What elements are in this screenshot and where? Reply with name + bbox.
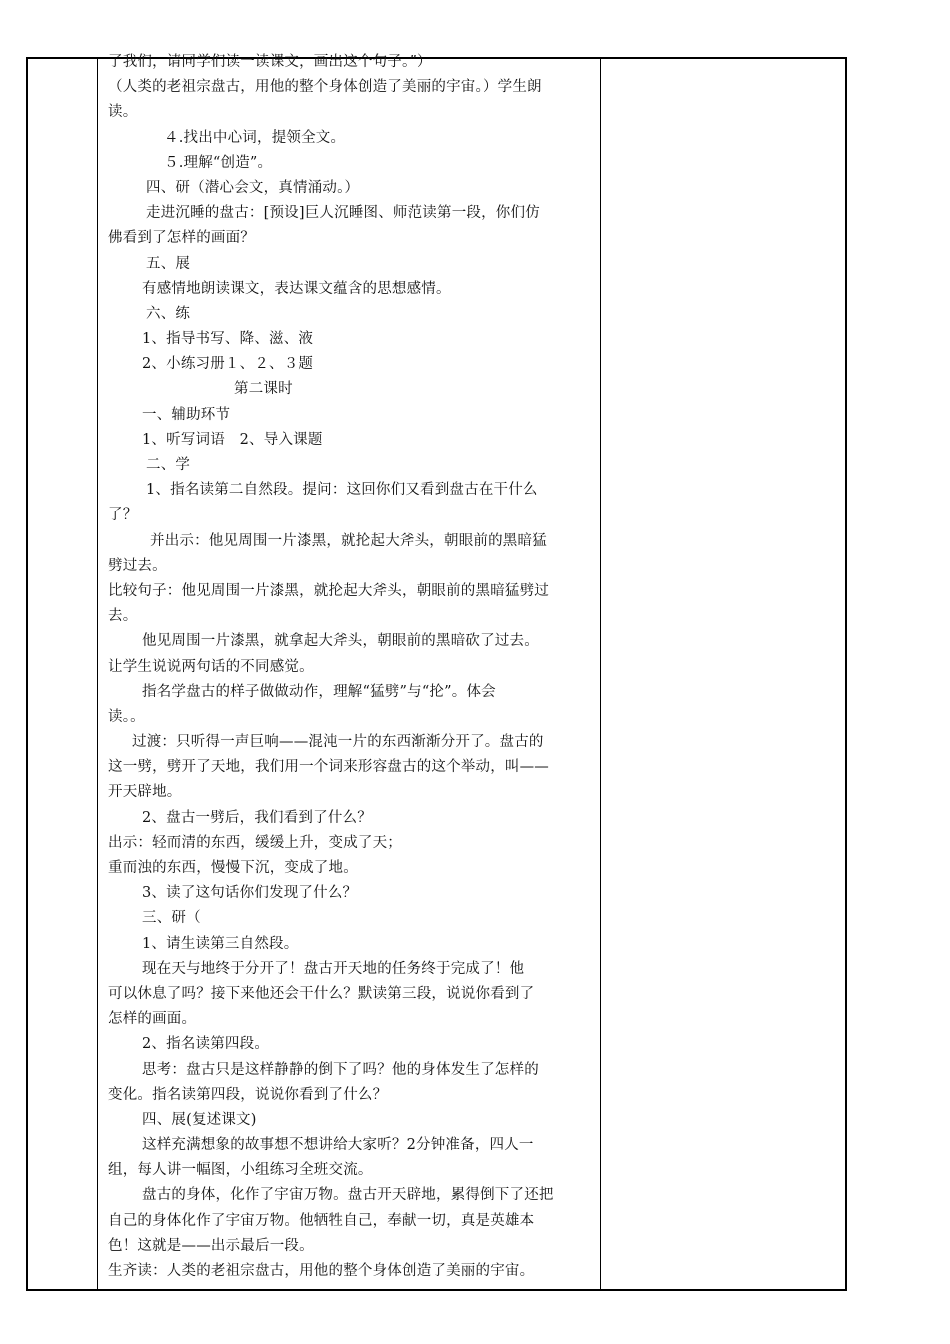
text-line: 去。 xyxy=(108,608,138,625)
column-divider-1 xyxy=(97,57,98,1291)
text-line: 出示：轻而清的东西，缓缓上升，变成了天； xyxy=(108,834,402,851)
text-line: 1、请生读第三自然段。 xyxy=(142,935,299,952)
table-right-border xyxy=(845,57,847,1291)
text-line: 3、读了这句话你们发现了什么？ xyxy=(142,885,358,902)
text-line: 组，每人讲一幅图，小组练习全班交流。 xyxy=(108,1162,373,1179)
text-line: 现在天与地终于分开了！盘古开天地的任务终于完成了！他 xyxy=(142,960,525,977)
text-line: 三、研（ xyxy=(142,910,201,927)
text-line: 生齐读：人类的老祖宗盘古，用他的整个身体创造了美丽的宇宙。 xyxy=(108,1263,535,1279)
text-line: 佛看到了怎样的画面？ xyxy=(108,230,255,247)
text-line: 让学生说说两句话的不同感觉。 xyxy=(108,658,314,675)
text-line: 了我们，请同学们读一读课文，画出这个句子。”） xyxy=(108,54,432,70)
text-line: 指名学盘古的样子做做动作，理解“猛劈”与“抡”。体会 xyxy=(142,683,496,700)
text-line: 1、指名读第二自然段。提问：这回你们又看到盘古在干什么 xyxy=(146,482,538,499)
text-line: 走进沉睡的盘古：[预设]巨人沉睡图、师范读第一段，你们仿 xyxy=(146,205,540,222)
text-line: 2、指名读第四段。 xyxy=(142,1036,270,1053)
column-divider-2 xyxy=(600,57,601,1291)
text-line: 2、盘古一劈后，我们看到了什么？ xyxy=(142,809,372,826)
text-line: 四、展(复述课文) xyxy=(142,1111,257,1128)
table-left-border xyxy=(26,57,28,1291)
text-line: 有感情地朗读课文，表达课文蕴含的思想感情。 xyxy=(142,280,451,297)
text-line: 五、展 xyxy=(146,255,191,272)
text-line: 并出示：他见周围一片漆黑，就抡起大斧头，朝眼前的黑暗猛 xyxy=(150,532,547,549)
text-line: 六、练 xyxy=(146,305,191,322)
text-line: 了？ xyxy=(108,507,138,524)
text-line: 劈过去。 xyxy=(108,557,167,574)
text-line: 1、听写词语 2、导入课题 xyxy=(142,431,323,448)
text-line: 这一劈，劈开了天地，我们用一个词来形容盘古的这个举动，叫—— xyxy=(108,759,549,776)
text-line: （人类的老祖宗盘古，用他的整个身体创造了美丽的宇宙。）学生朗 xyxy=(108,79,542,96)
text-line: 比较句子：他见周围一片漆黑，就抡起大斧头，朝眼前的黑暗猛劈过 xyxy=(108,582,549,599)
text-line: 他见周围一片漆黑，就拿起大斧头，朝眼前的黑暗砍了过去。 xyxy=(142,633,539,650)
text-line: 这样充满想象的故事想不想讲给大家听？2分钟准备，四人一 xyxy=(142,1137,534,1154)
text-line: 盘古的身体，化作了宇宙万物。盘古开天辟地，累得倒下了还把 xyxy=(142,1187,554,1204)
text-line: 四、研（潜心会文，真情涌动。） xyxy=(146,179,360,196)
text-line: 二、学 xyxy=(146,457,191,473)
text-line: 自己的身体化作了宇宙万物。他牺牲自己，奉献一切，真是英雄本 xyxy=(108,1212,535,1229)
text-line: ４.找出中心词，提领全文。 xyxy=(164,129,346,146)
text-line: 1、指导书写、降、滋、液 xyxy=(142,331,314,348)
lesson-plan-text xyxy=(108,50,594,1284)
text-line: 2、小练习册１、２、３题 xyxy=(142,356,314,373)
text-line: 变化。指名读第四段，说说你看到了什么？ xyxy=(108,1086,388,1103)
text-line: 开天辟地。 xyxy=(108,784,182,801)
text-line: 第二课时 xyxy=(234,381,293,398)
text-line: 怎样的画面。 xyxy=(108,1011,197,1028)
text-line: 读。 xyxy=(108,104,138,121)
table-bottom-border xyxy=(26,1289,846,1291)
text-line: 过渡：只听得一声巨响——混沌一片的东西渐渐分开了。盘古的 xyxy=(132,734,544,751)
text-line: 一、辅助环节 xyxy=(142,406,231,423)
text-line: ５.理解“创造”。 xyxy=(164,154,273,171)
text-line: 读。。 xyxy=(108,708,145,725)
text-line: 思考：盘古只是这样静静的倒下了吗？他的身体发生了怎样的 xyxy=(142,1061,539,1078)
text-line: 色！这就是——出示最后一段。 xyxy=(108,1237,314,1254)
text-line: 重而浊的东西，慢慢下沉，变成了地。 xyxy=(108,860,358,876)
text-line: 可以休息了吗？接下来他还会干什么？默读第三段，说说你看到了 xyxy=(108,985,535,1002)
